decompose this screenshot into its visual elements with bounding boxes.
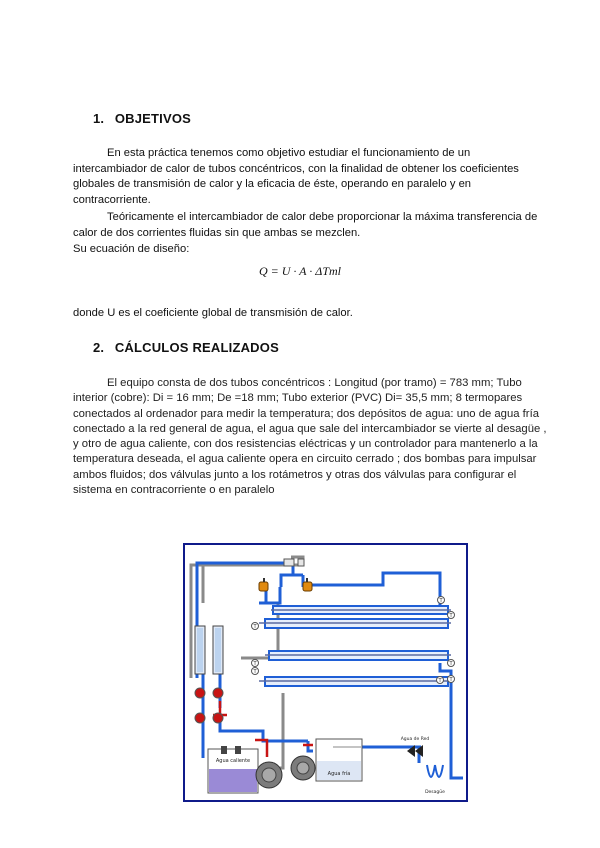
design-equation: Q = U · A · ΔTml: [258, 264, 342, 278]
design-equation-intro: Su ecuación de diseño:: [73, 243, 190, 255]
svg-text:T: T: [253, 669, 257, 675]
svg-text:T: T: [449, 677, 453, 683]
section-1-number: 1.: [93, 111, 105, 126]
svg-text:T: T: [439, 598, 443, 604]
section-2-title: CÁLCULOS REALIZADOS: [114, 340, 279, 355]
svg-text:T: T: [438, 678, 442, 684]
heat-exchanger-diagram: [183, 543, 468, 802]
svg-text:Agua caliente: Agua caliente: [215, 758, 251, 764]
section-1-heading: [93, 111, 191, 126]
hot-water-pump: [256, 762, 282, 788]
section-2-heading: [93, 340, 279, 355]
equipment-description: El equipo consta de dos tubos concéntricos : Longitud (por tramo) = 783 mm; Tubo interior (cobre): Di = 16 mm; De =18 mm; Tubo exterior (PVC) Di= 35,5 mm; 8 termopares conectados al ordenador para medir la temperatura; dos depósitos de agua: uno de agua fría conectado a la red general de agua, el agua que sale del intercambiador se vierte al desagüe , y otro de agua caliente, con dos resistencias eléctricas y un controlador para mantenerlo a la temperatura deseada, el agua caliente opera en circuito cerrado ; dos bombas para impulsar ambos fluidos; dos válvulas junto a los rotámetros y otras dos válvulas para configurar el sistema en contracorriente o en paralelo: [73, 377, 547, 497]
objectives-paragraph-2: Teóricamente el intercambiador de calor debe proporcionar la máxima transferencia de calor de dos corrientes fluidas sin que ambas se mezclen.: [73, 211, 538, 239]
equation-explanation: donde U es el coeficiente global de transmisión de calor.: [73, 307, 353, 319]
svg-text:T: T: [253, 661, 257, 667]
cold-water-pump: [291, 756, 315, 780]
objectives-paragraph-1: En esta práctica tenemos como objetivo estudiar el funcionamiento de un intercambiador de calor de tubos concéntricos, con la finalidad de obtener los coeficientes globales de transmisión de calor y la eficacia de éste, operando en paralelo y en contracorriente.: [73, 147, 519, 206]
svg-text:Agua de Red: Agua de Red: [400, 737, 430, 742]
section-2-number: 2.: [93, 340, 105, 355]
hot-water-tank: [208, 746, 258, 793]
svg-text:Agua fría: Agua fría: [327, 771, 351, 777]
svg-text:T: T: [449, 661, 453, 667]
cold-water-tank: [316, 739, 362, 781]
section-1-title: OBJETIVOS: [114, 111, 192, 126]
svg-text:T: T: [253, 624, 257, 630]
svg-text:T: T: [449, 613, 453, 619]
svg-text:Desagüe: Desagüe: [425, 790, 445, 795]
